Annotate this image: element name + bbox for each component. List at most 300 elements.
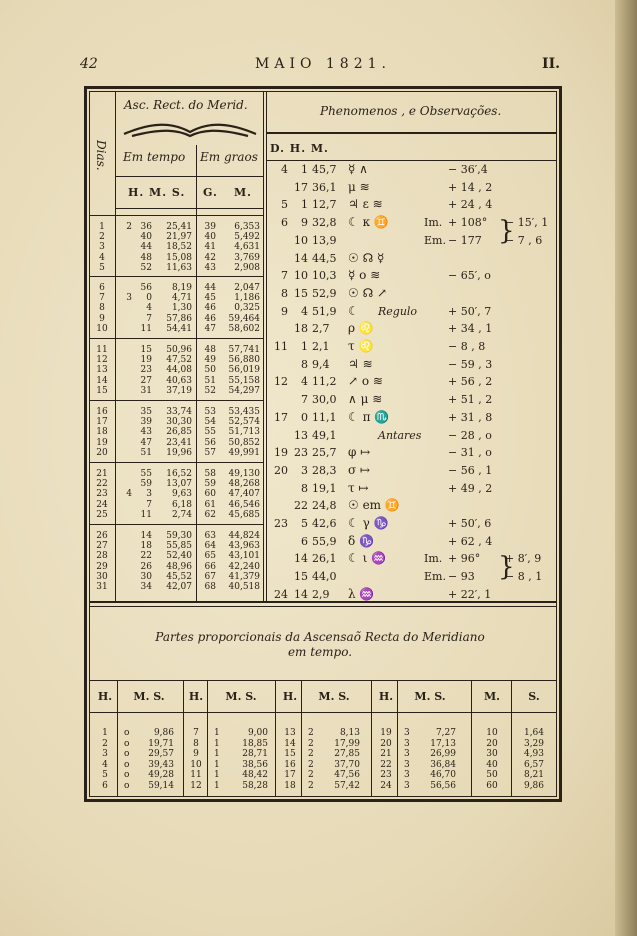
partes-hour: 5 — [102, 770, 108, 780]
dias-header: Dias. — [94, 140, 108, 171]
partes-minutes: 30 — [486, 749, 498, 759]
partes-second: 48,42 — [242, 770, 268, 780]
em-graos-header: Em graos — [200, 150, 258, 164]
phen-minute: 12,7 — [312, 198, 337, 212]
phen-hour: 17 — [294, 180, 308, 194]
dhm-header: D. H. M. — [270, 142, 329, 155]
degree-minute-value: 40,518 — [228, 582, 260, 592]
degree-minute-value: 43,963 — [228, 541, 260, 552]
second-value: 30,30 — [166, 417, 192, 428]
second-value: 21,97 — [166, 232, 192, 243]
divider — [266, 132, 557, 134]
phen-day: 8 — [281, 286, 288, 300]
partes-hour: 3 — [102, 749, 108, 759]
phen-extra: − 15′, 1 — [505, 216, 549, 230]
second-value: 25,41 — [166, 222, 192, 232]
partes-hour: 1 — [102, 728, 108, 738]
phen-value: + 50′, 7 — [448, 304, 492, 318]
degree-minute-value: 45,685 — [228, 509, 260, 520]
day-number: 3 — [99, 242, 105, 253]
minute-value: 26 — [140, 561, 152, 572]
minute-value: 48 — [140, 252, 152, 263]
degree-minute-value: 53,435 — [228, 407, 260, 417]
partes-second: 9,86 — [153, 728, 174, 738]
phen-symbol: λ ♒ — [348, 586, 375, 601]
partes-hour: 6 — [102, 780, 108, 791]
second-value: 37,19 — [166, 385, 192, 396]
phen-minute: 9,4 — [312, 357, 330, 371]
minute-value: 7 — [146, 499, 152, 510]
partes-minute: 1 — [214, 780, 220, 791]
phen-value: + 49 , 2 — [448, 481, 493, 495]
second-value: 2,74 — [171, 509, 192, 520]
phen-symbol: ☿ ∧ — [348, 162, 368, 176]
degree-value: 63 — [204, 531, 216, 541]
day-number: 12 — [96, 355, 108, 366]
minute-value: 15 — [140, 345, 152, 355]
phen-hour: 3 — [301, 463, 308, 477]
second-value: 47,52 — [166, 355, 192, 366]
day-number: 18 — [96, 427, 108, 438]
phen-minute: 19,1 — [312, 481, 337, 495]
second-value: 48,96 — [166, 561, 192, 572]
partes-hour: 14 — [284, 738, 296, 749]
phen-hour: 0 — [301, 410, 308, 424]
phen-minute: 49,1 — [312, 428, 337, 442]
partes-minute: 1 — [214, 749, 220, 759]
minute-value: 22 — [140, 551, 152, 562]
partes-minute: o — [124, 770, 130, 780]
page-edge — [615, 0, 637, 936]
degree-value: 43 — [204, 262, 216, 273]
day-number: 22 — [96, 479, 108, 490]
phen-value: − 8 , 8 — [448, 340, 486, 353]
partes-hour: 7 — [193, 728, 199, 738]
minute-value: 34 — [140, 582, 152, 592]
divider — [263, 91, 264, 601]
day-number: 4 — [99, 252, 105, 263]
second-value: 8,19 — [171, 283, 192, 293]
day-number: 20 — [96, 447, 108, 458]
partes-second: 59,14 — [148, 780, 174, 791]
partes-minute: 2 — [308, 749, 314, 759]
day-number: 30 — [96, 571, 108, 582]
day-number: 15 — [96, 385, 108, 396]
phen-prefix: Em. — [424, 233, 446, 247]
partes-column-header: M. — [483, 690, 500, 703]
phen-label: Antares — [378, 428, 422, 442]
phen-value: + 22′, 1 — [448, 587, 492, 601]
hour-value: 3 — [126, 293, 132, 304]
phen-symbol: τ ↦ — [348, 480, 369, 495]
phen-symbol: ∧ μ ≋ — [348, 392, 383, 407]
second-value: 26,85 — [166, 427, 192, 438]
phen-symbol: ☾ — [348, 303, 359, 318]
degree-value: 65 — [204, 551, 216, 562]
degree-minute-value: 0,325 — [234, 303, 260, 314]
phen-hour: 1 — [301, 198, 308, 212]
degree-value: 58 — [204, 469, 216, 479]
degree-value: 44 — [204, 283, 216, 293]
degree-value: 67 — [204, 571, 216, 582]
partes-hour: 4 — [102, 759, 108, 770]
day-number: 17 — [96, 417, 108, 428]
day-number: 25 — [96, 509, 108, 520]
minute-value: 35 — [140, 407, 152, 417]
day-number: 27 — [96, 541, 108, 552]
minute-value: 30 — [140, 571, 152, 582]
phen-minute: 30,0 — [312, 393, 337, 407]
partes-column-header: S. — [528, 690, 540, 703]
phen-day: 5 — [281, 198, 288, 212]
phen-symbol: ☾ ι ♒ — [348, 551, 387, 566]
second-value: 1,30 — [171, 303, 192, 314]
phen-value: + 51 , 2 — [448, 393, 493, 407]
phen-day: 6 — [281, 216, 288, 230]
phen-minute: 44,0 — [312, 570, 337, 584]
phen-value: − 36′,4 — [448, 163, 488, 176]
phen-symbol: ↗ ο ≋ — [348, 374, 383, 389]
phen-hour: 15 — [294, 570, 308, 584]
phen-symbol: φ ↦ — [348, 445, 371, 460]
second-value: 15,08 — [166, 252, 192, 263]
divider — [89, 276, 263, 277]
divider — [89, 338, 263, 339]
degree-value: 55 — [204, 427, 216, 438]
partes-second: 36,84 — [430, 759, 456, 770]
minute-value: 55 — [140, 469, 152, 479]
partes-minute: 1 — [214, 759, 220, 770]
minute-value: 59 — [140, 479, 152, 490]
partes-seconds: 6,57 — [523, 759, 545, 770]
phen-extra: − 7 , 6 — [505, 233, 543, 247]
divider — [183, 680, 184, 797]
phen-symbol: ♃ ≋ — [348, 356, 373, 371]
phen-minute: 24,8 — [312, 499, 337, 513]
phen-symbol: ☾ κ ♊ — [348, 215, 389, 230]
partes-second: 46,70 — [430, 770, 456, 780]
partes-minute: 3 — [404, 738, 410, 749]
divider — [89, 606, 557, 607]
partes-hour: 9 — [193, 749, 199, 759]
second-value: 16,52 — [166, 469, 192, 479]
partes-second: 8,13 — [339, 728, 360, 738]
phen-hour: 13 — [294, 428, 308, 442]
phen-minute: 2,9 — [312, 587, 330, 601]
phen-day: 4 — [281, 163, 288, 176]
partes-seconds: 9,86 — [523, 780, 545, 791]
partes-minute: 2 — [308, 780, 314, 791]
degree-minute-value: 42,240 — [228, 561, 260, 572]
day-number: 26 — [96, 531, 108, 541]
phen-value: + 62 , 4 — [448, 534, 493, 548]
phen-minute: 42,6 — [312, 517, 337, 530]
partes-minute: o — [124, 738, 130, 749]
phen-symbol: ☉ em ♊ — [348, 498, 400, 513]
phen-prefix: Im. — [424, 216, 443, 230]
degree-minute-value: 55,158 — [228, 375, 260, 386]
partes-hour: 22 — [380, 759, 392, 770]
phen-day: 11 — [274, 340, 288, 353]
partes-hour: 21 — [380, 749, 392, 759]
partes-title-line1: Partes proporcionais da Ascensaõ Recta do Meridiano — [155, 630, 485, 644]
divider — [266, 160, 557, 161]
degree-minute-value: 54,297 — [228, 385, 260, 396]
day-number: 24 — [96, 499, 108, 510]
degree-value: 47 — [204, 323, 216, 334]
phen-hour: 14 — [294, 552, 308, 566]
partes-hour: 12 — [190, 780, 202, 791]
degree-minute-value: 43,101 — [228, 551, 260, 562]
day-number: 9 — [99, 313, 105, 324]
phen-symbol: ☉ ☊ ☿ — [348, 250, 385, 265]
phen-minute: 45,7 — [312, 163, 337, 176]
partes-minute: o — [124, 728, 130, 738]
degree-value: 54 — [204, 417, 216, 428]
partes-hour: 17 — [284, 770, 296, 780]
minute-value: 23 — [140, 365, 152, 376]
partes-second: 18,85 — [242, 738, 268, 749]
degree-minute-value: 6,353 — [234, 222, 260, 232]
phen-symbol: τ ♌ — [348, 339, 374, 353]
partes-second: 28,71 — [242, 749, 268, 759]
phen-minute: 2,7 — [312, 322, 330, 336]
partes-minutes: 40 — [486, 759, 498, 770]
day-number: 7 — [99, 293, 105, 304]
degree-value: 61 — [204, 499, 216, 510]
phen-value: + 50′, 6 — [448, 517, 492, 530]
partes-second: 7,27 — [435, 728, 456, 738]
day-number: 6 — [99, 283, 105, 293]
partes-minute: 1 — [214, 738, 220, 749]
partes-hour: 15 — [284, 749, 296, 759]
phen-minute: 55,9 — [312, 534, 337, 548]
partes-minute: 2 — [308, 728, 314, 738]
partes-hour: 16 — [284, 759, 296, 770]
partes-column-header: H. — [378, 690, 394, 703]
second-value: 57,86 — [166, 313, 192, 324]
minute-value: 31 — [140, 385, 152, 396]
minute-value: 51 — [140, 447, 152, 458]
divider — [117, 680, 118, 797]
degree-value: 45 — [204, 293, 216, 304]
partes-minutes: 50 — [486, 770, 498, 780]
partes-second: 38,56 — [242, 759, 268, 770]
day-number: 8 — [99, 303, 105, 314]
phen-extra: + 8′, 9 — [505, 552, 542, 566]
degree-minute-value: 50,852 — [228, 437, 260, 448]
phen-minute: 32,8 — [312, 216, 337, 230]
second-value: 50,96 — [166, 345, 192, 355]
minute-value: 11 — [140, 323, 152, 334]
partes-minute: 3 — [404, 759, 410, 770]
phen-day: 19 — [274, 446, 288, 460]
degree-minute-value: 56,880 — [228, 355, 260, 366]
day-number: 16 — [96, 407, 108, 417]
phen-hour: 6 — [301, 534, 308, 548]
degree-value: 41 — [204, 242, 216, 253]
day-number: 2 — [99, 232, 105, 243]
degree-minute-value: 52,574 — [228, 417, 260, 428]
degree-minute-value: 2,047 — [234, 283, 260, 293]
phen-minute: 51,9 — [312, 304, 337, 318]
degree-value: 42 — [204, 252, 216, 263]
degree-minute-value: 41,379 — [228, 571, 260, 582]
degree-value: 57 — [204, 447, 216, 458]
partes-second: 27,85 — [334, 749, 360, 759]
minute-value: 44 — [140, 242, 152, 253]
phen-value: + 24 , 4 — [448, 198, 493, 212]
phen-value: + 14 , 2 — [448, 180, 493, 194]
degree-value: 68 — [204, 582, 216, 592]
day-number: 10 — [96, 323, 108, 334]
section-number: II. — [542, 56, 560, 72]
minute-value: 36 — [140, 222, 152, 232]
page-title: MAIO 1821. — [255, 56, 391, 72]
partes-second: 29,57 — [148, 749, 174, 759]
phen-hour: 22 — [294, 499, 308, 513]
day-number: 13 — [96, 365, 108, 376]
degree-minute-value: 47,407 — [228, 489, 260, 500]
degree-minute-value: 56,019 — [228, 365, 260, 376]
partes-minute: o — [124, 780, 130, 791]
day-number: 21 — [96, 469, 108, 479]
second-value: 18,52 — [166, 242, 192, 253]
phen-minute: 44,5 — [312, 251, 337, 265]
day-number: 28 — [96, 551, 108, 562]
degree-value: 60 — [204, 489, 216, 500]
second-value: 44,08 — [166, 365, 192, 376]
degree-value: 40 — [204, 232, 216, 243]
page-number: 42 — [80, 56, 98, 72]
degree-minute-value: 57,741 — [228, 345, 260, 355]
partes-second: 26,99 — [430, 749, 456, 759]
phen-day: 24 — [274, 587, 288, 601]
divider — [89, 524, 263, 525]
degree-value: 51 — [204, 375, 216, 386]
em-tempo-header: Em tempo — [123, 150, 186, 164]
phen-prefix: Im. — [424, 552, 443, 566]
phen-symbol: ☿ ο ≋ — [348, 268, 381, 283]
phen-minute: 25,7 — [312, 446, 337, 460]
partes-second: 39,43 — [148, 759, 174, 770]
phen-symbol: μ ≋ — [348, 179, 370, 194]
partes-minutes: 60 — [486, 780, 498, 791]
phen-symbol: ☉ ☊ ↗ — [348, 285, 388, 300]
partes-minute: 1 — [214, 728, 220, 738]
partes-hour: 8 — [193, 738, 199, 749]
partes-minute: 1 — [214, 770, 220, 780]
phen-hour: 10 — [294, 269, 308, 283]
running-head — [80, 56, 560, 76]
degree-minute-value: 1,186 — [234, 293, 260, 304]
minute-value: 7 — [146, 313, 152, 324]
second-value: 45,52 — [166, 571, 192, 582]
degree-minute-value: 3,769 — [234, 252, 260, 263]
brace-icon: } — [498, 216, 515, 247]
phen-hour: 23 — [294, 446, 308, 460]
phen-symbol: δ ♑ — [348, 533, 374, 548]
partes-column-header: H. — [97, 690, 113, 703]
degree-minute-value: 51,713 — [228, 427, 260, 438]
second-value: 11,63 — [166, 262, 192, 273]
phen-hour: 9 — [301, 216, 308, 230]
partes-hour: 23 — [380, 770, 392, 780]
degree-minute-value: 5,492 — [234, 232, 260, 243]
phen-minute: 11,1 — [312, 410, 337, 424]
partes-second: 17,99 — [334, 738, 360, 749]
day-number: 14 — [96, 375, 108, 386]
minute-value: 40 — [140, 232, 152, 243]
degree-minute-value: 2,908 — [234, 262, 260, 273]
minute-value: 14 — [140, 531, 152, 541]
phen-hour: 4 — [301, 304, 308, 318]
divider — [207, 680, 208, 797]
phen-hour: 8 — [301, 481, 308, 495]
minute-value: 18 — [140, 541, 152, 552]
degree-value: 46 — [204, 313, 216, 324]
phen-hour: 7 — [301, 393, 308, 407]
phen-value: − 59 , 3 — [448, 357, 493, 371]
phen-symbol: ☾ γ ♑ — [348, 516, 389, 530]
phen-symbol: ☾ π ♏ — [348, 409, 390, 424]
divider — [89, 712, 557, 713]
partes-column-header: M. S. — [133, 690, 165, 703]
minute-value: 56 — [140, 283, 152, 293]
day-number: 5 — [99, 262, 105, 273]
phen-day: 23 — [274, 517, 288, 530]
phen-value: + 96° — [448, 552, 481, 566]
phen-extra: − 8 , 1 — [505, 570, 543, 584]
degree-value: 46 — [204, 303, 216, 314]
g-header: G. — [203, 186, 218, 199]
degree-minute-value: 58,602 — [228, 323, 260, 334]
degree-value: 50 — [204, 365, 216, 376]
divider — [89, 680, 557, 681]
partes-second: 37,70 — [334, 759, 360, 770]
phen-hour: 1 — [301, 340, 308, 353]
minute-value: 11 — [140, 509, 152, 520]
phen-day: 20 — [274, 463, 288, 477]
partes-column-header: M. S. — [414, 690, 446, 703]
phen-minute: 52,9 — [312, 286, 337, 300]
phen-day: 9 — [281, 304, 288, 318]
degree-value: 49 — [204, 355, 216, 366]
divider — [89, 400, 263, 401]
second-value: 4,71 — [171, 293, 192, 304]
phen-minute: 26,1 — [312, 552, 337, 566]
phen-value: − 177 — [448, 233, 482, 247]
partes-seconds: 3,29 — [523, 738, 545, 749]
partes-second: 47,56 — [334, 770, 360, 780]
divider — [266, 91, 267, 601]
phen-hour: 15 — [294, 286, 308, 300]
partes-second: 19,71 — [148, 738, 174, 749]
day-number: 23 — [96, 489, 108, 500]
degree-value: 52 — [204, 385, 216, 396]
partes-minutes: 20 — [486, 738, 498, 749]
phen-hour: 18 — [294, 322, 308, 336]
second-value: 13,07 — [166, 479, 192, 490]
second-value: 6,18 — [171, 499, 192, 510]
partes-seconds: 1,64 — [523, 728, 545, 738]
phen-minute: 13,9 — [312, 233, 337, 247]
phen-hour: 14 — [294, 587, 308, 601]
phen-day: 17 — [274, 410, 288, 424]
phen-value: + 108° — [448, 216, 488, 230]
phen-value: − 65′, o — [448, 269, 491, 283]
phen-hour: 1 — [301, 163, 308, 176]
